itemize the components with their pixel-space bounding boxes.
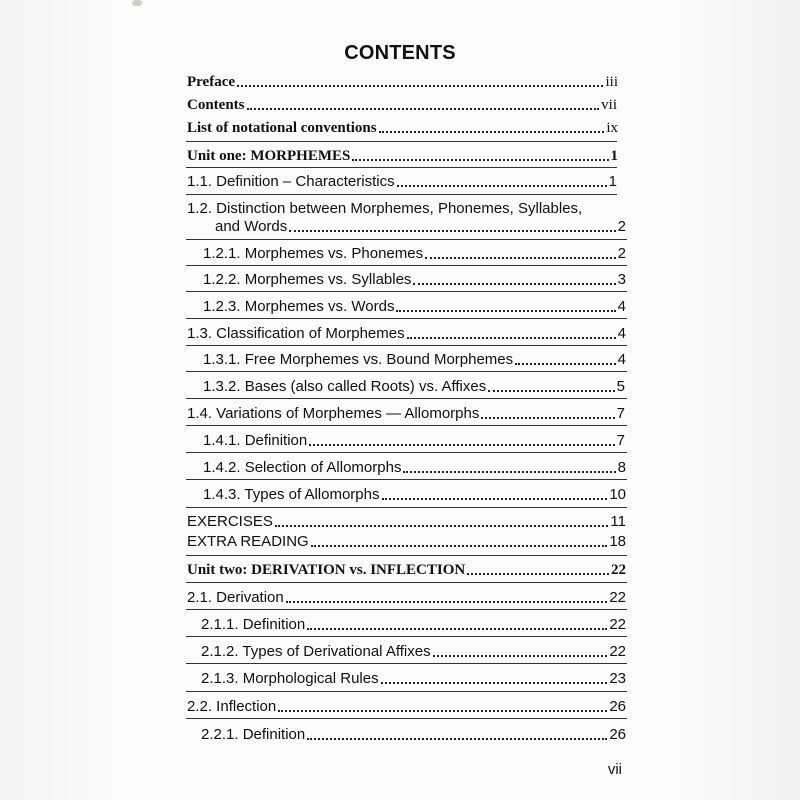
toc-page: 5 bbox=[616, 378, 625, 395]
toc-entry-2-1[interactable] bbox=[187, 589, 626, 607]
toc-label: 1.4.2. Selection of Allomorphs bbox=[203, 459, 402, 476]
toc-page: iii bbox=[605, 74, 618, 90]
toc-page: vii bbox=[601, 97, 617, 113]
toc-label: 2.2. Inflection bbox=[187, 698, 277, 715]
toc-page: 7 bbox=[616, 405, 625, 422]
toc-entry-2-1-1[interactable] bbox=[201, 616, 626, 634]
toc-page: 2 bbox=[617, 245, 626, 262]
toc-label: and Words bbox=[215, 218, 288, 235]
toc-page: 1 bbox=[608, 173, 617, 190]
toc-entry-preface[interactable] bbox=[187, 73, 618, 91]
toc-entry-1-3-1[interactable] bbox=[203, 351, 626, 369]
toc-page: 22 bbox=[609, 643, 626, 660]
toc-page: 1 bbox=[610, 148, 618, 164]
toc-page: 8 bbox=[617, 459, 626, 476]
toc-label: Contents bbox=[187, 97, 245, 113]
divider bbox=[186, 582, 627, 583]
toc-label: 1.2.1. Morphemes vs. Phonemes bbox=[203, 245, 424, 262]
toc-page: 26 bbox=[609, 698, 626, 715]
toc-page: 22 bbox=[611, 562, 626, 578]
leader-dots bbox=[382, 498, 608, 500]
toc-label: 1.3. Classification of Morphemes bbox=[187, 325, 405, 342]
divider bbox=[186, 398, 627, 399]
toc-entry-contents[interactable] bbox=[187, 96, 617, 114]
toc-page: 7 bbox=[616, 432, 625, 449]
divider bbox=[186, 555, 627, 556]
toc-label: 1.4. Variations of Morphemes — Allomorphs bbox=[187, 405, 480, 422]
divider bbox=[186, 239, 627, 240]
divider bbox=[186, 167, 617, 168]
leader-dots bbox=[307, 628, 607, 630]
toc-label: EXTRA READING bbox=[187, 533, 309, 550]
toc-entry-1-2-1[interactable] bbox=[203, 245, 626, 263]
leader-dots bbox=[413, 283, 615, 285]
toc-entry-1-3-2[interactable] bbox=[203, 378, 625, 396]
toc-label: 2.1. Derivation bbox=[187, 589, 284, 606]
toc-entry-2-2[interactable] bbox=[187, 698, 626, 716]
toc-entry-2-2-1[interactable] bbox=[201, 726, 626, 744]
divider bbox=[186, 371, 627, 372]
toc-label: Preface bbox=[187, 74, 236, 90]
toc-entry-1-4-1[interactable] bbox=[203, 432, 625, 450]
toc-page: 2 bbox=[617, 218, 626, 235]
toc-page: 10 bbox=[609, 486, 626, 503]
leader-dots bbox=[381, 682, 608, 684]
toc-entry-exercises[interactable] bbox=[187, 513, 626, 531]
toc-entry-extra-reading[interactable] bbox=[187, 533, 626, 551]
toc-label: Unit one: MORPHEMES bbox=[187, 148, 351, 164]
toc-page: 11 bbox=[610, 513, 626, 530]
leader-dots bbox=[425, 257, 616, 259]
divider bbox=[186, 718, 627, 719]
toc-entry-unit-one[interactable] bbox=[187, 147, 618, 165]
toc-page: 22 bbox=[609, 589, 626, 606]
toc-entry-1-3[interactable] bbox=[187, 325, 626, 343]
toc-entry-1-4-2[interactable] bbox=[203, 459, 626, 477]
leader-dots bbox=[488, 390, 614, 392]
leader-dots bbox=[379, 131, 605, 133]
toc-page: 22 bbox=[609, 616, 626, 633]
toc-label: 2.1.2. Types of Derivational Affixes bbox=[201, 643, 431, 660]
leader-dots bbox=[481, 417, 614, 419]
leader-dots bbox=[515, 363, 616, 365]
toc-page: 18 bbox=[609, 533, 626, 550]
divider bbox=[186, 425, 627, 426]
toc-label: 2.1.1. Definition bbox=[201, 616, 306, 633]
toc-label: 1.3.2. Bases (also called Roots) vs. Affixes bbox=[203, 378, 487, 395]
toc-page: 26 bbox=[609, 726, 626, 743]
leader-dots bbox=[247, 108, 600, 110]
leader-dots bbox=[352, 159, 608, 161]
toc-entry-1-4-3[interactable] bbox=[203, 486, 626, 504]
divider bbox=[186, 636, 627, 637]
divider bbox=[186, 663, 627, 664]
toc-label: List of notational conventions bbox=[187, 120, 377, 136]
toc-entry-unit-two[interactable] bbox=[187, 561, 626, 579]
toc-label: 1.4.3. Types of Allomorphs bbox=[203, 486, 380, 503]
toc-entry-1-1[interactable] bbox=[187, 173, 617, 191]
toc-label: 1.2.2. Morphemes vs. Syllables bbox=[203, 271, 412, 288]
leader-dots bbox=[407, 337, 616, 339]
divider bbox=[186, 479, 627, 480]
toc-page: 4 bbox=[617, 298, 626, 315]
toc-page: ix bbox=[606, 120, 618, 136]
toc-page: 4 bbox=[617, 351, 626, 368]
divider bbox=[186, 691, 627, 692]
leader-dots bbox=[467, 573, 609, 575]
leader-dots bbox=[307, 738, 607, 740]
toc-page: 23 bbox=[609, 670, 626, 687]
page-number: vii bbox=[607, 761, 622, 778]
divider bbox=[186, 452, 627, 453]
toc-entry-2-1-2[interactable] bbox=[201, 643, 626, 661]
leader-dots bbox=[309, 444, 614, 446]
leader-dots bbox=[237, 85, 603, 87]
divider bbox=[186, 609, 627, 610]
toc-label: 1.2.3. Morphemes vs. Words bbox=[203, 298, 395, 315]
leader-dots bbox=[275, 525, 609, 527]
toc-entry-1-4[interactable] bbox=[187, 405, 625, 423]
leader-dots bbox=[403, 471, 615, 473]
toc-label: 1.1. Definition – Characteristics bbox=[187, 173, 395, 190]
divider bbox=[186, 291, 627, 292]
toc-label: Unit two: DERIVATION vs. INFLECTION bbox=[187, 562, 466, 578]
toc-entry-1-2[interactable] bbox=[215, 218, 626, 236]
divider bbox=[186, 194, 617, 195]
leader-dots bbox=[396, 310, 615, 312]
toc-page: 4 bbox=[617, 325, 626, 342]
leader-dots bbox=[278, 710, 607, 712]
toc-page: 3 bbox=[617, 271, 626, 288]
toc-label: 2.1.3. Morphological Rules bbox=[201, 670, 379, 687]
divider bbox=[186, 265, 627, 266]
leader-dots bbox=[286, 601, 608, 603]
divider bbox=[186, 318, 627, 319]
divider bbox=[186, 507, 627, 508]
leader-dots bbox=[289, 230, 615, 232]
toc-label: 2.2.1. Definition bbox=[201, 726, 306, 743]
toc-entry-1-2-2[interactable] bbox=[203, 271, 626, 289]
leader-dots bbox=[433, 655, 608, 657]
toc-entry-1-2-3[interactable] bbox=[203, 298, 626, 316]
toc-label: EXERCISES bbox=[187, 513, 273, 530]
toc-entry-1-2-line-1[interactable]: 1.2. Distinction between Morphemes, Phonemes, Syllables, bbox=[187, 200, 583, 217]
leader-dots bbox=[311, 545, 608, 547]
toc-entry-notational-conventions[interactable] bbox=[187, 119, 618, 137]
page-title: CONTENTS bbox=[344, 42, 456, 64]
toc-label: 1.4.1. Definition bbox=[203, 432, 308, 449]
divider bbox=[186, 345, 627, 346]
divider bbox=[186, 141, 617, 142]
leader-dots bbox=[397, 185, 607, 187]
toc-label: 1.3.1. Free Morphemes vs. Bound Morphemes bbox=[203, 351, 514, 368]
toc-entry-2-1-3[interactable] bbox=[201, 670, 626, 688]
